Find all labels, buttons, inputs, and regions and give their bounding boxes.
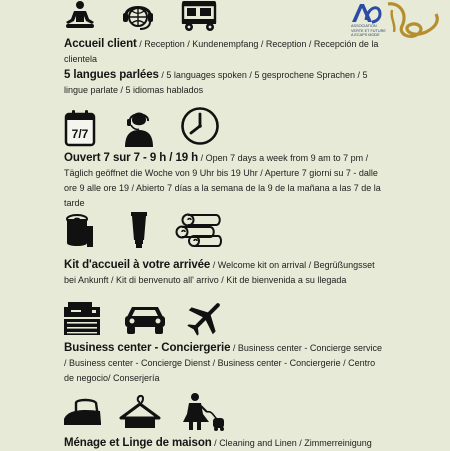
rolled-towels-icon bbox=[174, 213, 222, 247]
toothpaste-tube-icon bbox=[130, 211, 148, 249]
section-heading: Ouvert 7 sur 7 - 9 h / 19 h bbox=[64, 152, 199, 164]
meditation-person-icon bbox=[62, 0, 98, 30]
toilet-paper-icon bbox=[64, 213, 94, 249]
section-reception: Accueil client / Reception / Kundenempfang / Reception / Recepción de la clientela bbox=[64, 38, 379, 64]
section-text: Cleaning and Linen / Zimmerreinigung bbox=[219, 438, 372, 448]
housekeeper-icon bbox=[179, 392, 225, 432]
customer-service-globe-icon bbox=[121, 0, 155, 32]
section-text: Reception / Kundenempfang / Reception / Recepción de la clientela bbox=[64, 39, 379, 64]
calendar-icon bbox=[64, 109, 96, 147]
clothes-hanger-icon bbox=[119, 393, 161, 429]
calendar-label: 7/7 bbox=[71, 127, 89, 141]
receptionist-headset-icon bbox=[123, 106, 155, 148]
section-opening-hours: Ouvert 7 sur 7 - 9 h / 19 h / Open 7 days a week from 9 am to 7 pm / Täglich geöffnet die Woche von 9 Uhr bis 19 Uhr / Aperture 7 giorni su 7 - dalle ore 9 alle ore 19 / Abierto 7 días a la semana de la 9 de la mañana a las 7 de la tarde bbox=[64, 152, 381, 208]
car-icon bbox=[123, 303, 167, 335]
section-text: 5 languages spoken / 5 gesprochene Sprachen / 5 lingue parlate / 5 idiomas hablados bbox=[64, 70, 368, 95]
iron-icon bbox=[62, 397, 102, 427]
section-heading: Business center - Conciergerie bbox=[64, 342, 231, 354]
tuk-tuk-icon bbox=[179, 0, 219, 32]
section-welcome-kit: Kit d'accueil à votre arrivée / Welcome kit on arrival / Begrüßungsset bei Ankunft / Kit di benvenuto all' arrivo / Kit de bienvenida a su llegada bbox=[64, 259, 375, 285]
section-housekeeping: Ménage et Linge de maison / Cleaning and Linen / Zimmerreinigung bbox=[64, 437, 372, 449]
section-text: Welcome kit on arrival / Begrüßungsset bei Ankunft / Kit di benvenuto all' arrivo / Kit de bienvenida a su llegada bbox=[64, 260, 375, 285]
clock-icon bbox=[180, 106, 220, 146]
airplane-icon bbox=[184, 298, 226, 338]
printer-icon bbox=[62, 301, 102, 337]
section-business-center: Business center - Conciergerie / Business center - Concierge service / Business center - Concierge Dienst / Business center - Conciergerie / Centro de negocio/ Conserjería bbox=[64, 342, 382, 383]
section-heading: Accueil client bbox=[64, 38, 137, 50]
section-heading: Ménage et Linge de maison bbox=[64, 437, 212, 449]
section-text: Open 7 days a week from 9 am to 7 pm / Täglich geöffnet die Woche von 9 Uhr bis 19 Uhr / Aperture 7 giorni su 7 - dalle ore 9 alle ore 19 / Abierto 7 días a la semana de la 9 de la mañana a las 7 de la tarde bbox=[64, 153, 381, 208]
section-heading: Kit d'accueil à votre arrivée bbox=[64, 259, 211, 271]
section-text: Business center - Concierge service / Business center - Concierge Dienst / Business center - Conciergerie / Centro de negocio/ Conserjería bbox=[64, 343, 382, 383]
section-languages: 5 langues parlées / 5 languages spoken / 5 gesprochene Sprachen / 5 lingue parlate / 5 idiomas hablados bbox=[64, 69, 368, 95]
section-heading: 5 langues parlées bbox=[64, 69, 159, 81]
logo-caption: ASSOCIATION VERTE ET FUTURE A ECAPS MODE bbox=[351, 24, 386, 37]
